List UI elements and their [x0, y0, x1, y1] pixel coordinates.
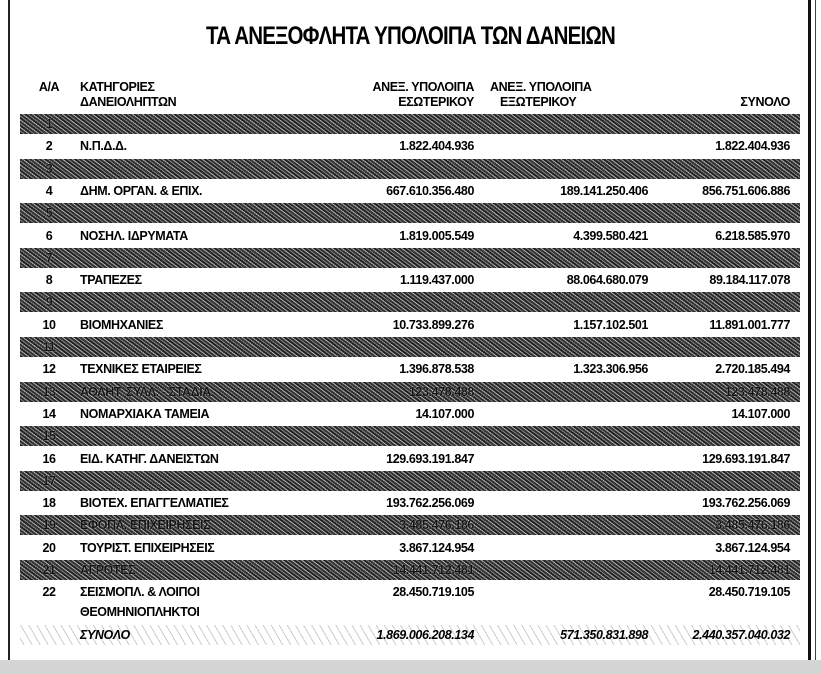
total-cell: 3.485.476.186 [715, 518, 790, 533]
domestic-balance-cell: 3.485.476.186 [399, 518, 474, 533]
row-number: 14 [42, 406, 56, 421]
total-cell: 6.218.585.970 [715, 228, 790, 243]
domestic-balance-cell: 1.822.404.936 [399, 139, 474, 154]
header-domestic-line2: ΕΣΩΤΕΡΙΚΟΥ [398, 95, 474, 109]
table-row [20, 315, 800, 335]
total-sum: 2.440.357.040.032 [692, 628, 790, 642]
domestic-balance-cell: 129.693.191.847 [386, 451, 474, 466]
row-number: 7 [45, 250, 53, 265]
total-cell: 14.107.000 [731, 406, 790, 421]
row-number: 9 [45, 295, 53, 310]
total-cell: 856.751.606.886 [702, 183, 790, 198]
category-cell: ΕΙΔ. ΚΑΤΗΓ. ΔΑΝΕΙΣΤΩΝ [80, 451, 219, 466]
total-domestic: 1.869.006.208.134 [376, 628, 474, 642]
table-row [20, 136, 800, 156]
header-category-line2: ΔΑΝΕΙΟΛΗΠΤΩΝ [80, 95, 177, 109]
table-row [20, 226, 800, 246]
table-row [20, 382, 800, 402]
total-cell: 123.478.488 [724, 384, 790, 399]
table-row [20, 538, 800, 558]
table-row [20, 248, 800, 268]
foreign-balance-cell: 1.323.306.956 [573, 362, 648, 377]
row-number: 12 [42, 362, 56, 377]
table-row [20, 471, 800, 491]
table-total-row [20, 625, 800, 645]
category-cell: ΣΕΙΣΜΟΠΛ. & ΛΟΙΠΟΙ [80, 585, 200, 600]
category-cell: ΔΗΜ. ΟΡΓΑΝ. & ΕΠΙΧ. [80, 183, 203, 198]
foreign-balance-cell: 1.157.102.501 [573, 317, 648, 332]
row-number: 22 [42, 585, 56, 600]
category-cell: ΑΓΡΟΤΕΣ [80, 563, 136, 577]
total-label: ΣΥΝΟΛΟ [80, 628, 130, 642]
table-row [20, 493, 800, 513]
total-cell: 89.184.117.078 [709, 273, 790, 288]
table-row [20, 560, 800, 580]
table-row [20, 159, 800, 179]
table-row [20, 270, 800, 290]
header-domestic-line1: ΑΝΕΞ. ΥΠΟΛΟΙΠΑ [372, 80, 474, 94]
category-cell: ΒΙΟΤΕΧ. ΕΠΑΓΓΕΛΜΑΤΙΕΣ [80, 496, 229, 511]
header-aa: Α/Α [38, 80, 60, 94]
domestic-balance-cell: 14.107.000 [415, 406, 474, 421]
table-row-22-continued [20, 602, 800, 622]
total-cell: 28.450.719.105 [708, 585, 790, 600]
total-cell: 3.867.124.954 [715, 540, 790, 555]
domestic-balance-cell: 1.396.878.538 [399, 362, 474, 377]
row-number: 13 [42, 384, 56, 399]
header-category-line1: ΚΑΤΗΓΟΡΙΕΣ [80, 80, 155, 94]
table-row [20, 359, 800, 379]
row-number: 20 [42, 540, 56, 555]
row-number: 10 [42, 317, 56, 332]
table-row [20, 426, 800, 446]
row-number: 16 [42, 451, 56, 466]
domestic-balance-cell: 28.450.719.105 [392, 585, 474, 600]
row-number: 2 [45, 139, 53, 154]
category-cell: ΑΘΛΗΤ. ΣΥΛΛ. - ΣΤΑΔΙΑ [80, 384, 211, 399]
table-row [20, 337, 800, 357]
domestic-balance-cell: 123.478.488 [408, 384, 474, 399]
domestic-balance-cell: 10.733.899.276 [392, 317, 474, 332]
row-number: 6 [45, 228, 53, 243]
foreign-balance-cell: 189.141.250.406 [560, 183, 648, 198]
table-row [20, 114, 800, 134]
category-cell: ΒΙΟΜΗΧΑΝΙΕΣ [80, 317, 163, 332]
domestic-balance-cell: 3.867.124.954 [399, 540, 474, 555]
header-foreign-line2: ΕΞΩΤΕΡΙΚΟΥ [500, 95, 577, 109]
total-cell: 129.693.191.847 [702, 451, 790, 466]
total-cell: 2.720.185.494 [715, 362, 790, 377]
header-total: ΣΥΝΟΛΟ [740, 95, 790, 109]
table-row [20, 203, 800, 223]
foreign-balance-cell: 4.399.580.421 [573, 228, 648, 243]
table-row [20, 515, 800, 535]
category-cell: ΝΟΜΑΡΧΙΑΚΑ ΤΑΜΕΙΑ [80, 406, 210, 421]
document-title: ΤΑ ΑΝΕΞΟΦΛΗΤΑ ΥΠΟΛΟΙΠΑ ΤΩΝ ΔΑΝΕΙΩΝ [206, 22, 615, 50]
foreign-balance-cell: 88.064.680.079 [566, 273, 648, 288]
domestic-balance-cell: 1.119.437.000 [399, 273, 474, 288]
row-number: 11 [42, 340, 56, 354]
row-number: 17 [42, 473, 56, 488]
row-number: 1 [45, 117, 53, 131]
row-number: 4 [45, 183, 53, 198]
total-cell: 11.891.001.777 [709, 317, 790, 332]
category-cell: ΤΕΧΝΙΚΕΣ ΕΤΑΙΡΕΙΕΣ [80, 362, 202, 377]
table-row [20, 292, 800, 312]
table-row [20, 181, 800, 201]
table-row [20, 582, 800, 602]
page-border-left [8, 0, 10, 660]
category-cell: ΘΕΟΜΗΝΙΟΠΛΗΚΤΟΙ [80, 605, 200, 619]
total-cell: 14.441.712.481 [708, 563, 790, 577]
row-number: 5 [45, 206, 53, 221]
total-foreign: 571.350.831.898 [560, 628, 648, 642]
row-number: 3 [45, 161, 53, 176]
row-number: 18 [42, 496, 56, 511]
row-number: 8 [45, 273, 53, 288]
category-cell: ΤΡΑΠΕΖΕΣ [80, 273, 142, 288]
total-cell: 1.822.404.936 [715, 139, 790, 154]
page-border-right-inner [815, 0, 816, 660]
category-cell: ΕΦΟΠΛ. ΕΠΙΧΕΙΡΗΣΕΙΣ [80, 518, 211, 533]
domestic-balance-cell: 1.819.005.549 [399, 228, 474, 243]
domestic-balance-cell: 667.610.356.480 [386, 183, 474, 198]
row-number: 19 [42, 518, 56, 533]
total-cell: 193.762.256.069 [702, 496, 790, 511]
category-cell: Ν.Π.Δ.Δ. [80, 139, 127, 154]
domestic-balance-cell: 14.441.712.481 [392, 563, 474, 577]
table-row [20, 449, 800, 469]
page-border-right [808, 0, 811, 660]
category-cell: ΝΟΣΗΛ. ΙΔΡΥΜΑΤΑ [80, 228, 188, 243]
category-cell: ΤΟΥΡΙΣΤ. ΕΠΙΧΕΙΡΗΣΕΙΣ [80, 540, 215, 555]
table-row [20, 404, 800, 424]
row-number: 15 [42, 429, 56, 444]
header-foreign-line1: ΑΝΕΞ. ΥΠΟΛΟΙΠΑ [490, 80, 592, 94]
row-number: 21 [42, 563, 56, 577]
domestic-balance-cell: 193.762.256.069 [386, 496, 474, 511]
viewer-bottom-bar [0, 660, 821, 674]
